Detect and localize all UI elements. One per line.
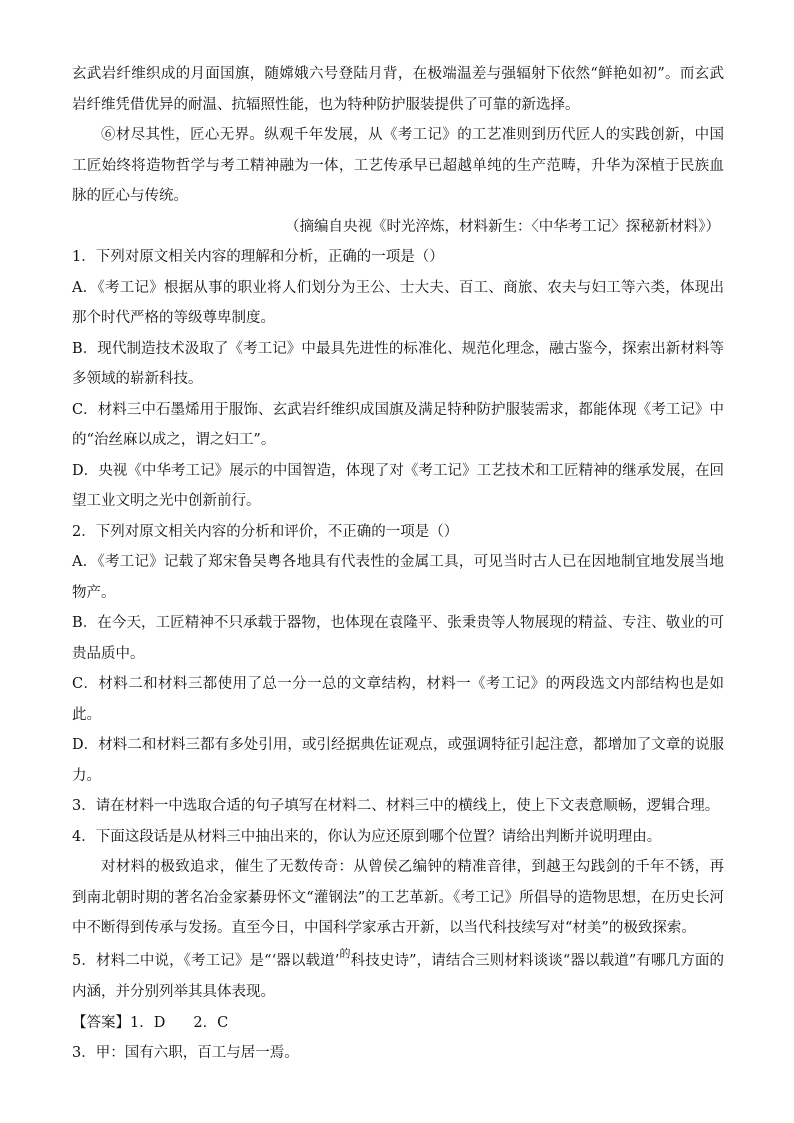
answer-2: 2．C bbox=[193, 1014, 229, 1031]
paragraph-material-three-end: 玄武岩纤维织成的月面国旗，随嫦娥六号登陆月背，在极端温差与强辐射下依然“鲜艳如初”。而玄武岩纤维凭借优异的耐温、抗辐照性能，也为特种防护服装提供了可靠的新选择。 bbox=[72, 66, 724, 113]
paragraph-six: ⑥材尽其性，匠心无界。纵观千年发展，从《考工记》的工艺准则到历代匠人的实践创新，中国工匠始终将造物哲学与考工精神融为一体，工艺传承早已超越单纯的生产范畴，升华为深植于民族血脉的匠心与传统。 bbox=[72, 127, 724, 204]
question-4: 4．下面这段话是从材料三中抽出来的，你认为应还原到哪个位置？请给出判断并说明理由。 bbox=[72, 828, 662, 845]
question-2-option-d: D．材料二和材料三都有多处引用，或引经据典佐证观点，或强调特征引起注意，都增加了文章的说服力。 bbox=[72, 737, 724, 784]
question-3: 3．请在材料一中选取合适的句子填写在材料二、材料三中的横线上，使上下文表意顺畅，逻辑合理。 bbox=[72, 798, 720, 814]
question-1-option-c: C．材料三中石墨烯用于服饰、玄武岩纤维织成国旗及满足特种防护服装需求，都能体现《考工记》中的“治丝麻以成之，谓之妇工”。 bbox=[72, 401, 724, 448]
question-2-option-a: A．《考工记》记载了郑宋鲁吴粤各地具有代表性的金属工具，可见当时古人已在因地制宜地发展当地物产。 bbox=[72, 554, 724, 601]
question-1-option-d: D．央视《中华考工记》展示的中国智造，体现了对《考工记》工艺技术和工匠精神的继承发展，在回望工业文明之光中创新前行。 bbox=[72, 462, 724, 509]
answer-label: 【答案】 bbox=[72, 1014, 130, 1031]
question-5-rest: 科技史诗”，请结合三则材料谈谈“器以载道”有哪几方面的内涵，并分别列举其具体表现。 bbox=[72, 952, 724, 1000]
answer-line bbox=[72, 1008, 724, 1039]
question-5-raised-char: 的 bbox=[339, 946, 351, 960]
question-2: 2．下列对原文相关内容的分析和评价，不正确的一项是（） bbox=[72, 523, 459, 540]
question-5 bbox=[72, 946, 724, 1008]
question-5-lead: 5．材料二中说，《考工记》是“‘器以载道’ bbox=[72, 952, 340, 969]
question-4-passage: 对材料的极致追求，催生了无数传奇：从曾侯乙编钟的精准音律，到越王勾践剑的千年不锈，再到南北朝时期的著名冶金家綦毋怀文“灌钢法”的工艺革新。《考工记》所倡导的造物思想，在历史长河中不断得到传承与发扬。直至今日，中国科学家承古开新，以当代科技续写对“材美”的极致探索。 bbox=[72, 859, 724, 936]
answer-3: 3．甲：国有六职，百工与居一焉。 bbox=[72, 1045, 299, 1061]
answer-1: 1．D bbox=[130, 1014, 166, 1031]
source-citation: （摘编自央视《时光淬炼，材料新生：〈中华考工记〉探秘新材料》） bbox=[285, 218, 720, 235]
question-1-option-a: A．《考工记》根据从事的职业将人们划分为王公、士大夫、百工、商旅、农夫与妇工等六类，体现出那个时代严格的等级尊卑制度。 bbox=[72, 279, 724, 326]
question-1: 1．下列对原文相关内容的理解和分析，正确的一项是（） bbox=[72, 249, 444, 265]
question-2-option-c: C．材料二和材料三都使用了总一分一总的文章结构，材料一《考工记》的两段选文内部结构也是如此。 bbox=[72, 676, 724, 723]
question-2-option-b: B．在今天，工匠精神不只承载于器物，也体现在袁隆平、张秉贵等人物展现的精益、专注、敬业的可贵品质中。 bbox=[72, 615, 724, 662]
question-1-option-b: B．现代制造技术汲取了《考工记》中最具先进性的标准化、规范化理念，融古鉴今，探索出新材料等多领域的崭新科技。 bbox=[72, 340, 724, 387]
